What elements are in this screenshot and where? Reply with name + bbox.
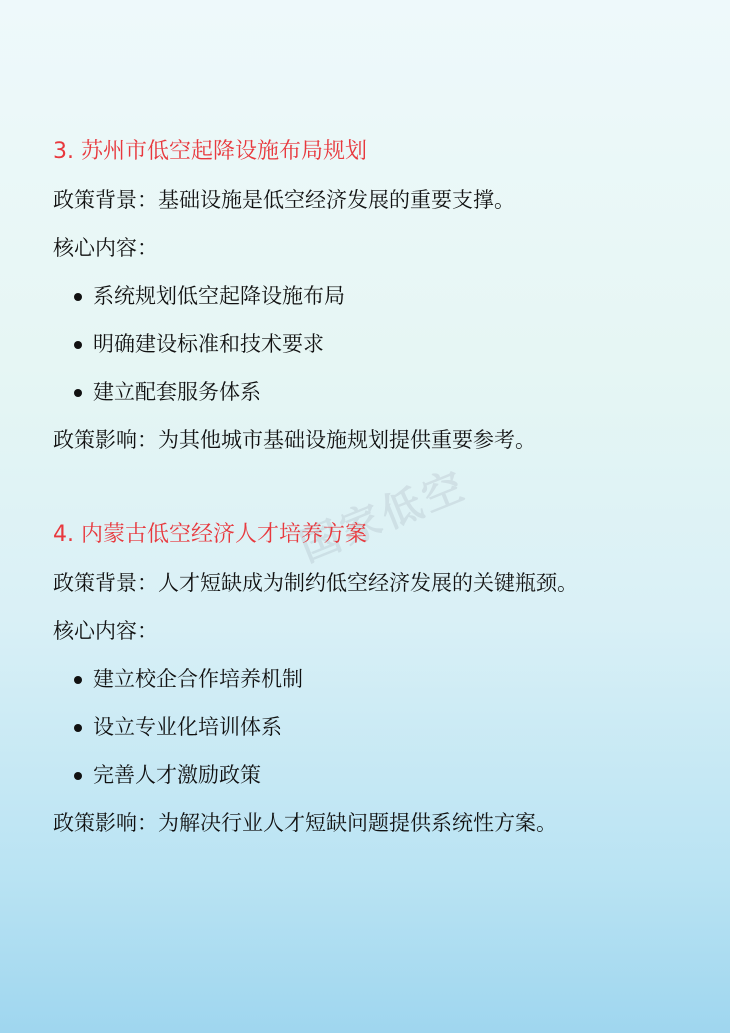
bullet-dot-icon [74,676,82,684]
list-item-text: 明确建设标准和技术要求 [93,332,324,356]
list-item-text: 建立配套服务体系 [93,380,261,404]
policy-background: 政策背景：人才短缺成为制约低空经济发展的关键瓶颈。 [53,571,578,595]
list-item [53,324,693,372]
policy-background: 政策背景：基础设施是低空经济发展的重要支撑。 [53,188,515,212]
policy-section-inner-mongolia [53,515,693,851]
list-item-text: 系统规划低空起降设施布局 [93,284,345,308]
list-item [53,372,693,420]
section-title: 4. 内蒙古低空经济人才培养方案 [53,522,367,547]
core-content-list [53,659,693,803]
bullet-dot-icon [74,772,82,780]
bullet-dot-icon [74,724,82,732]
list-item [53,659,693,707]
core-content-label: 核心内容： [53,236,158,260]
bullet-dot-icon [74,293,82,301]
list-item-text: 完善人才激励政策 [93,763,261,787]
policy-impact: 政策影响：为其他城市基础设施规划提供重要参考。 [53,428,536,452]
section-title: 3. 苏州市低空起降设施布局规划 [53,139,367,164]
list-item [53,755,693,803]
list-item-text: 设立专业化培训体系 [93,715,282,739]
bullet-dot-icon [74,389,82,397]
policy-impact: 政策影响：为解决行业人才短缺问题提供系统性方案。 [53,811,557,835]
policy-section-suzhou [53,132,693,468]
list-item [53,707,693,755]
list-item-text: 建立校企合作培养机制 [93,667,303,691]
core-content-label: 核心内容： [53,619,158,643]
watermark: 国家低空 [293,462,474,571]
core-content-list [53,276,693,420]
list-item [53,276,693,324]
bullet-dot-icon [74,341,82,349]
